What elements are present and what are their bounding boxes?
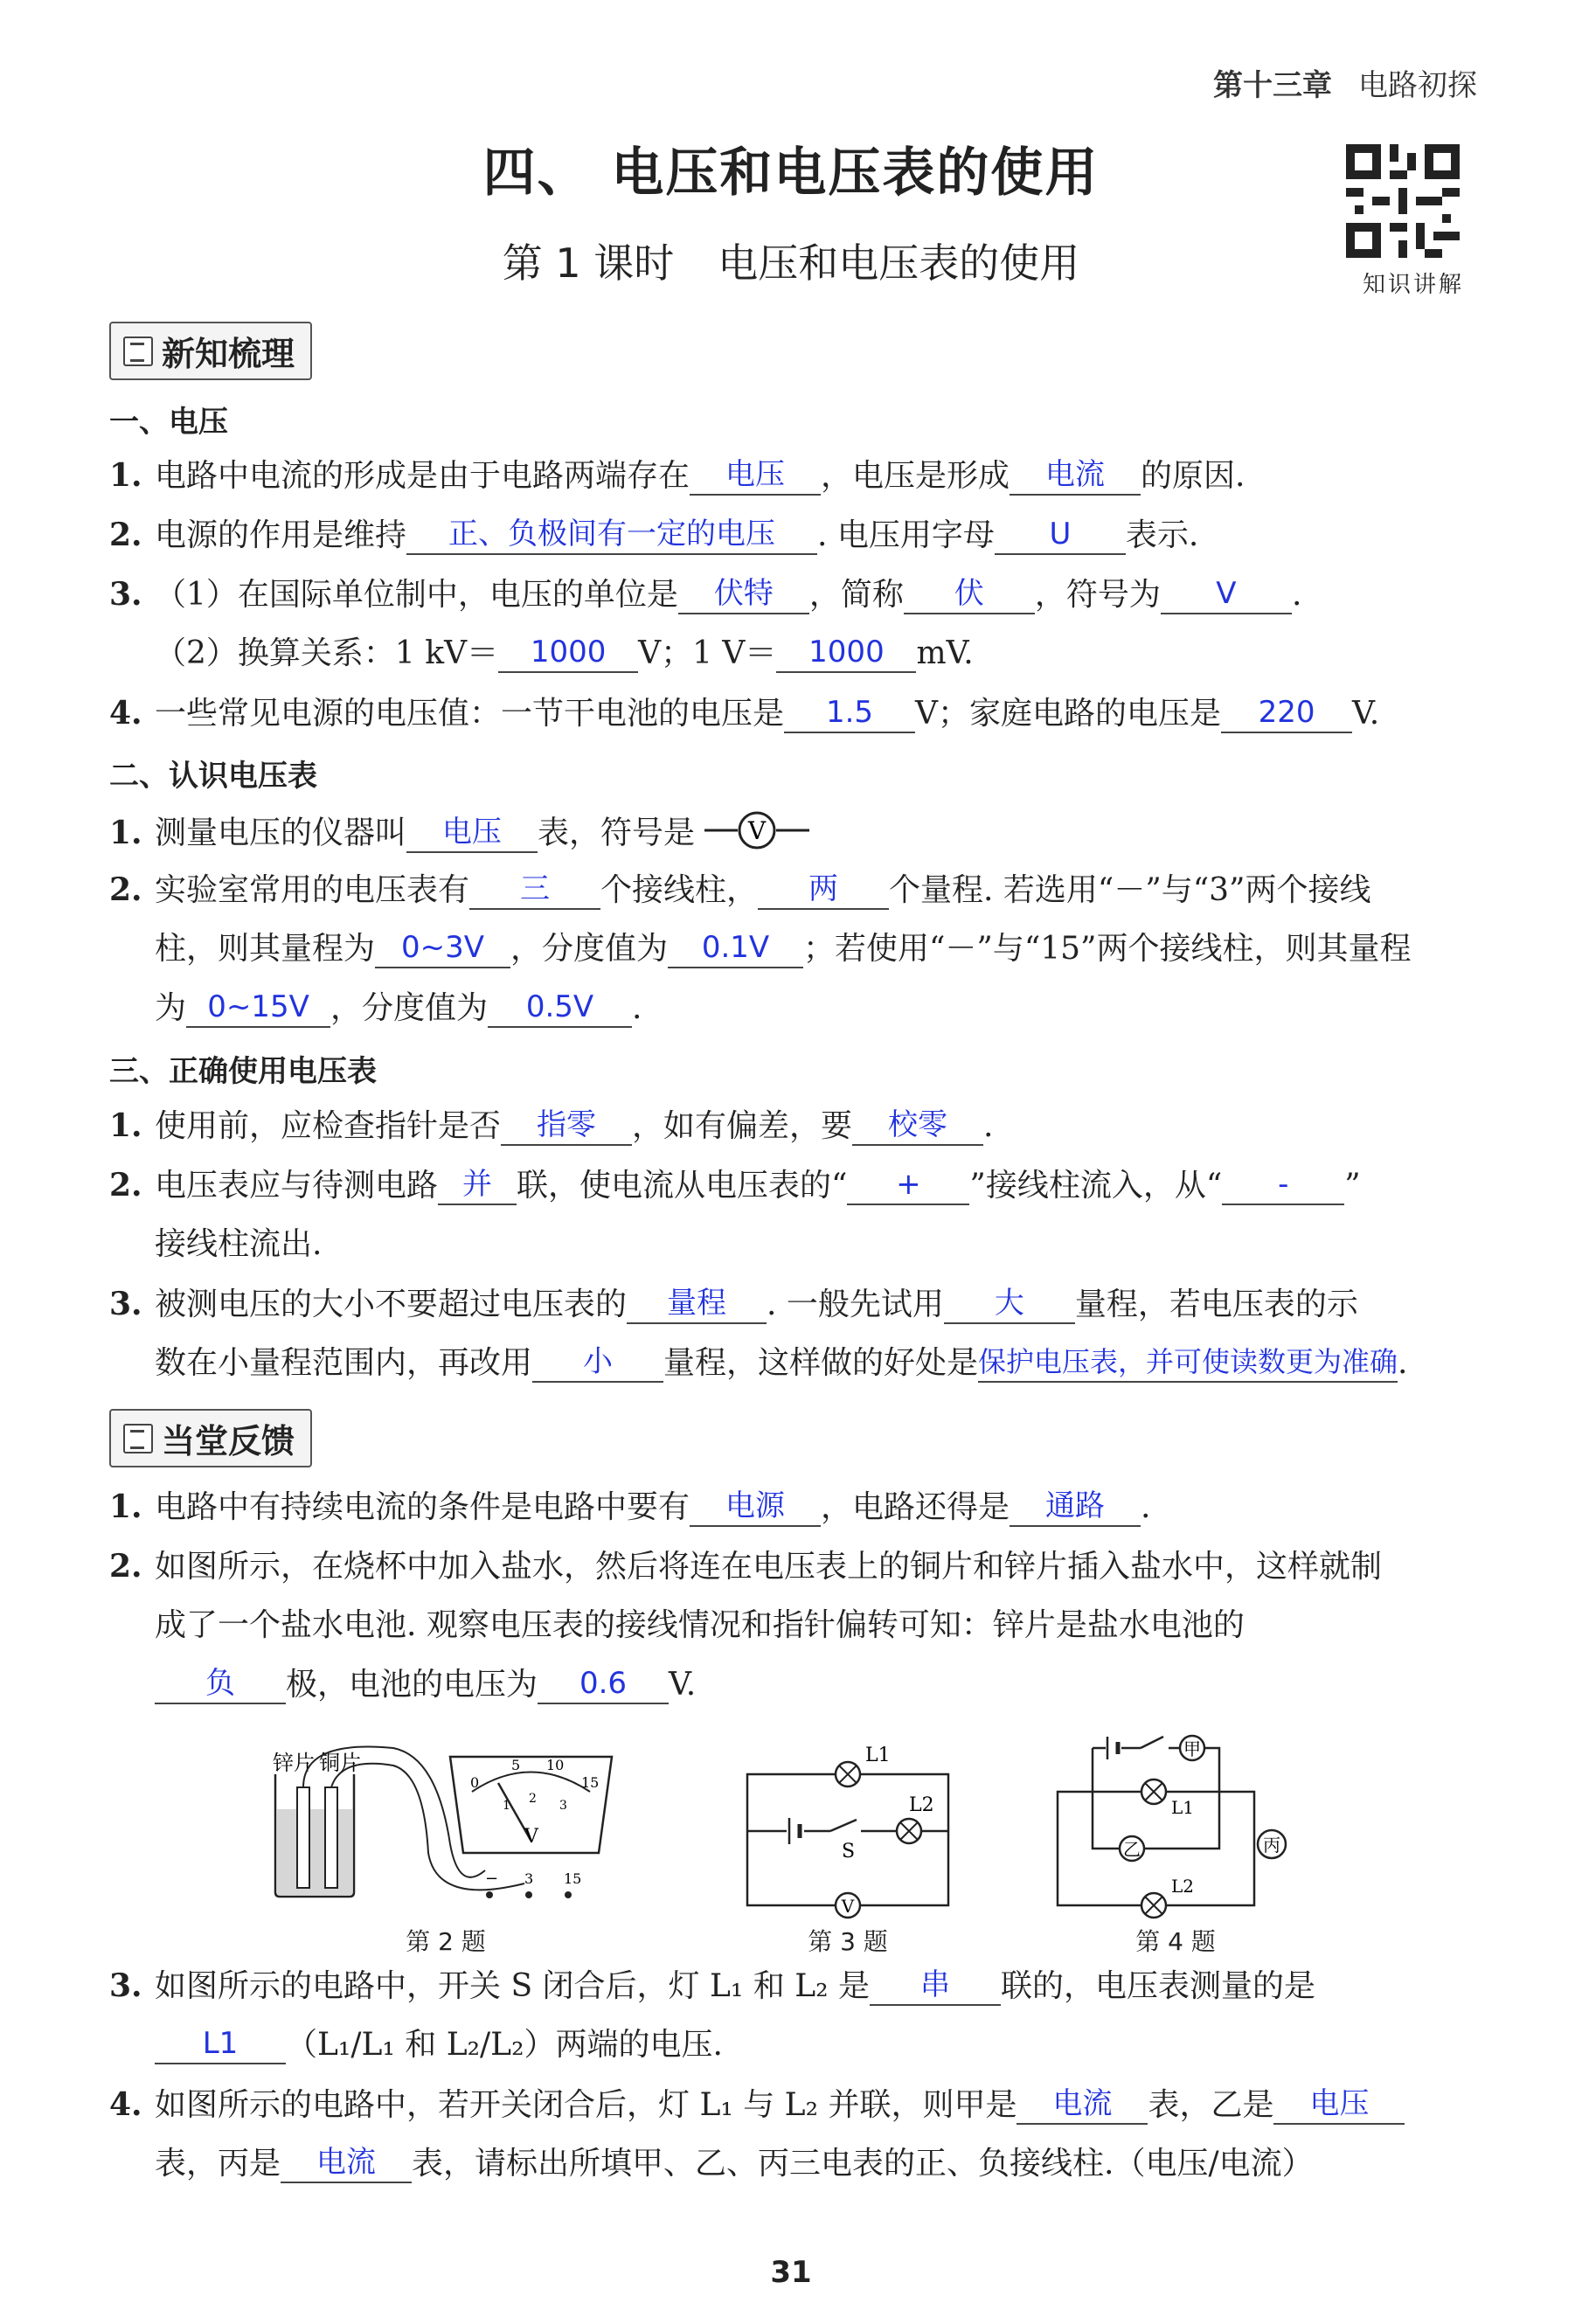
lamp-L2-label: L2 xyxy=(909,1794,934,1816)
answer-blank[interactable]: U xyxy=(995,515,1126,555)
question-number: 2. xyxy=(109,871,142,908)
question-text: 实验室常用的电压表有 xyxy=(155,872,470,908)
voltmeter-V-label: V xyxy=(841,1896,855,1917)
answer-blank[interactable]: 校零 xyxy=(852,1106,983,1146)
meter-yi-label: 乙 xyxy=(1123,1839,1141,1860)
answer-blank[interactable]: 正、负极间有一定的电压 xyxy=(406,515,817,555)
scale-15: 15 xyxy=(581,1774,600,1791)
question-text: 电源的作用是维持 xyxy=(155,517,407,553)
answer-blank[interactable]: 保护电压表，并可使读数更为准确 xyxy=(978,1342,1398,1383)
pencil-note-icon xyxy=(123,1424,153,1453)
part3-q1 xyxy=(109,1107,993,1148)
lesson-number: 第 1 课时 xyxy=(502,239,675,287)
figure-2-caption: 第 2 题 xyxy=(406,1927,486,1956)
question-text: . xyxy=(1398,1345,1408,1381)
question-text: . xyxy=(1141,1489,1151,1525)
answer-blank[interactable]: + xyxy=(847,1165,969,1205)
page-number: 31 xyxy=(770,2255,812,2290)
question-number: 2. xyxy=(109,1548,142,1585)
feedback-q2c xyxy=(109,1666,696,1706)
answer-blank[interactable]: 0.1V xyxy=(668,928,803,968)
question-number: 3. xyxy=(109,1967,142,2004)
terminal-minus: − xyxy=(485,1870,499,1888)
question-text: ，符号为 xyxy=(1034,577,1161,613)
part3-q3 xyxy=(109,1285,1358,1326)
question-number: 2. xyxy=(109,517,142,553)
zinc-label: 锌片 xyxy=(273,1751,315,1775)
inner-scale-3: 3 xyxy=(559,1799,567,1813)
question-text: ，电路还得是 xyxy=(821,1489,1010,1525)
book-icon xyxy=(123,336,153,366)
answer-blank[interactable]: V xyxy=(1161,574,1292,614)
part1-q3b xyxy=(109,635,974,675)
answer-blank[interactable]: 通路 xyxy=(1010,1487,1141,1527)
answer-blank[interactable]: 小 xyxy=(532,1342,663,1383)
question-text: . xyxy=(983,1108,994,1144)
figure-3-caption: 第 3 题 xyxy=(808,1927,888,1956)
lamp4-L1-label: L1 xyxy=(1171,1797,1195,1818)
section-label: 当堂反馈 xyxy=(162,1422,295,1460)
chapter-label: 第十三章 xyxy=(1213,68,1332,103)
answer-blank[interactable]: 电源 xyxy=(690,1487,821,1527)
section-label: 新知梳理 xyxy=(162,335,295,373)
question-number: 4. xyxy=(109,695,142,732)
question-number: 1. xyxy=(109,814,142,851)
question-text: ，分度值为 xyxy=(510,931,669,967)
figure-3 xyxy=(739,1739,957,1958)
part2-q2b xyxy=(109,930,1411,970)
question-text: 电压表应与待测电路 xyxy=(155,1168,439,1204)
question-text: ，简称 xyxy=(808,577,904,613)
feedback-q3b xyxy=(109,2026,723,2066)
copper-label: 铜片 xyxy=(319,1751,361,1775)
answer-blank[interactable]: 1000 xyxy=(498,633,638,673)
question-text: ” xyxy=(1344,1168,1361,1204)
question-text: 如图所示的电路中，若开关闭合后，灯 L₁ 与 L₂ 并联，则甲是 xyxy=(155,2087,1017,2123)
question-text: 联的，电压表测量的是 xyxy=(1001,1968,1316,2004)
question-number: 4. xyxy=(109,2086,142,2123)
answer-blank[interactable]: L1 xyxy=(155,2024,286,2064)
scale-0: 0 xyxy=(470,1774,480,1791)
lamp-L1-label: L1 xyxy=(865,1745,891,1766)
question-text: （1）在国际单位制中，电压的单位是 xyxy=(155,577,678,613)
question-text: ”接线柱流入，从“ xyxy=(969,1168,1223,1204)
section-feedback xyxy=(109,1409,312,1467)
answer-blank[interactable]: 0~3V xyxy=(375,928,510,968)
question-text: ，如有偏差，要 xyxy=(632,1108,853,1144)
question-text: 的原因. xyxy=(1141,458,1245,494)
question-text: . xyxy=(632,990,642,1026)
inner-scale-1: 1 xyxy=(503,1799,510,1813)
question-number: 1. xyxy=(109,457,142,494)
part1-heading: 一、电压 xyxy=(109,405,228,440)
question-text: 成了一个盐水电池. 观察电压表的接线情况和指针偏转可知：锌片是盐水电池的 xyxy=(155,1607,1245,1643)
part1-q2 xyxy=(109,516,1198,557)
feedback-q2 xyxy=(109,1547,1382,1586)
part3-q3b xyxy=(109,1344,1407,1384)
question-text: . 电压用字母 xyxy=(817,517,995,553)
question-text: 为 xyxy=(155,990,187,1026)
question-text: 表，符号是 xyxy=(538,815,696,851)
question-text: 电路中电流的形成是由于电路两端存在 xyxy=(155,458,690,494)
answer-blank[interactable]: 1000 xyxy=(776,633,916,673)
meter-bing-label: 丙 xyxy=(1263,1835,1280,1856)
answer-blank[interactable]: 电压 xyxy=(690,455,821,496)
lesson-subtitle xyxy=(0,232,1582,289)
scale-5: 5 xyxy=(511,1757,521,1773)
section-new-knowledge xyxy=(109,322,312,380)
answer-blank[interactable]: - xyxy=(1222,1165,1344,1205)
figure-2 xyxy=(262,1739,629,1958)
part1-q1 xyxy=(109,456,1245,497)
chapter-topic: 电路初探 xyxy=(1358,68,1477,103)
question-text: （L₁/L₁ 和 L₂/L₂）两端的电压. xyxy=(286,2027,723,2063)
answer-blank[interactable]: 伏特 xyxy=(678,574,809,614)
question-text: 量程，这样做的好处是 xyxy=(663,1345,979,1381)
question-text: ；若使用“－”与“15”两个接线柱，则其量程 xyxy=(803,931,1412,967)
answer-blank[interactable]: 1.5 xyxy=(784,693,915,733)
voltmeter-symbol-icon xyxy=(704,811,809,859)
figure-4 xyxy=(1044,1726,1307,1958)
question-text: V；1 V＝ xyxy=(638,635,777,671)
part2-q2 xyxy=(109,871,1370,912)
question-number: 2. xyxy=(109,1167,142,1204)
question-text: mV. xyxy=(916,635,974,671)
question-text: 使用前，应检查指针是否 xyxy=(155,1108,502,1144)
question-text: 测量电压的仪器叫 xyxy=(155,815,407,851)
question-text: . xyxy=(1291,577,1302,613)
question-text: V；家庭电路的电压是 xyxy=(915,696,1222,732)
lamp4-L2-label: L2 xyxy=(1171,1876,1195,1897)
question-text: 数在小量程范围内，再改用 xyxy=(155,1345,533,1381)
part1-q3 xyxy=(109,575,1301,616)
question-text: . 一般先试用 xyxy=(767,1287,944,1322)
question-text: 表，丙是 xyxy=(155,2146,281,2182)
answer-blank[interactable]: 负 xyxy=(155,1664,286,1704)
question-text: 个接线柱， xyxy=(600,872,759,908)
answer-blank[interactable]: 串 xyxy=(870,1966,1001,2006)
part3-q2 xyxy=(109,1166,1361,1207)
question-text: 接线柱流出. xyxy=(155,1226,323,1262)
question-text: ，分度值为 xyxy=(330,990,489,1026)
question-text: ，电压是形成 xyxy=(821,458,1010,494)
part1-q4 xyxy=(109,694,1379,735)
answer-blank[interactable]: 指零 xyxy=(501,1106,632,1146)
lesson-name: 电压和电压表的使用 xyxy=(718,239,1080,287)
answer-blank[interactable]: 0.5V xyxy=(488,988,632,1028)
meter-unit: V xyxy=(524,1826,538,1848)
feedback-q1 xyxy=(109,1488,1150,1529)
question-text: 量程，若电压表的示 xyxy=(1074,1287,1358,1322)
terminal-3: 3 xyxy=(524,1870,534,1887)
answer-blank[interactable]: 0.6 xyxy=(538,1664,669,1704)
answer-blank[interactable]: 两 xyxy=(758,870,889,910)
answer-blank[interactable]: 220 xyxy=(1221,693,1352,733)
feedback-q3 xyxy=(109,1967,1315,2008)
answer-blank[interactable]: 电流 xyxy=(1010,455,1141,496)
question-number: 1. xyxy=(109,1107,142,1144)
question-text: 极，电池的电压为 xyxy=(286,1667,538,1703)
question-number: 3. xyxy=(109,576,142,613)
part2-q2c xyxy=(109,989,642,1030)
voltmeter-symbol-letter: V xyxy=(748,816,767,845)
answer-blank[interactable]: 电压 xyxy=(406,813,538,853)
answer-blank[interactable]: 电流 xyxy=(281,2143,412,2183)
qr-caption: 知识讲解 xyxy=(1362,272,1464,298)
question-text: 被测电压的大小不要超过电压表的 xyxy=(155,1287,628,1322)
part2-heading: 二、认识电压表 xyxy=(109,759,317,794)
page-title: 四、 电压和电压表的使用 xyxy=(482,142,1100,204)
question-text: （2）换算关系：1 kV＝ xyxy=(155,635,499,671)
question-number: 3. xyxy=(109,1286,142,1322)
part3-heading: 三、正确使用电压表 xyxy=(109,1054,377,1089)
question-text: 表示. xyxy=(1125,517,1199,553)
answer-blank[interactable]: 电流 xyxy=(1017,2085,1148,2125)
answer-blank[interactable]: 伏 xyxy=(904,574,1035,614)
inner-scale-2: 2 xyxy=(529,1792,537,1806)
answer-blank[interactable]: 并 xyxy=(438,1165,517,1205)
question-text: V. xyxy=(1352,696,1380,732)
question-text: 如图所示，在烧杯中加入盐水，然后将连在电压表上的铜片和锌片插入盐水中，这样就制 xyxy=(155,1549,1383,1585)
switch-S-label: S xyxy=(842,1841,856,1863)
question-number: 1. xyxy=(109,1488,142,1525)
question-text: 表，请标出所填甲、乙、丙三电表的正、负接线柱.（电压/电流） xyxy=(412,2146,1314,2182)
feedback-q2b xyxy=(109,1606,1245,1645)
part2-q1 xyxy=(109,811,809,859)
answer-blank[interactable]: 三 xyxy=(469,870,600,910)
question-text: 柱，则其量程为 xyxy=(155,931,376,967)
question-text: 如图所示的电路中，开关 S 闭合后，灯 L₁ 和 L₂ 是 xyxy=(155,1968,870,2004)
question-text: 表，乙是 xyxy=(1148,2087,1274,2123)
terminal-15: 15 xyxy=(564,1870,582,1887)
question-text: 联，使电流从电压表的“ xyxy=(517,1168,848,1204)
question-text: 电路中有持续电流的条件是电路中要有 xyxy=(155,1489,690,1525)
answer-blank[interactable]: 大 xyxy=(944,1284,1075,1324)
qr-code-icon[interactable] xyxy=(1346,144,1460,258)
chapter-header xyxy=(1213,61,1477,104)
question-text: 个量程. 若选用“－”与“3”两个接线 xyxy=(889,872,1371,908)
question-text: V. xyxy=(669,1667,697,1703)
feedback-q4b xyxy=(109,2145,1314,2185)
answer-blank[interactable]: 0~15V xyxy=(186,988,330,1028)
scale-10: 10 xyxy=(546,1757,565,1773)
question-text: 一些常见电源的电压值：一节干电池的电压是 xyxy=(155,696,785,732)
part3-q2b xyxy=(109,1225,322,1264)
feedback-q4 xyxy=(109,2085,1405,2126)
meter-jia-label: 甲 xyxy=(1183,1738,1201,1759)
answer-blank[interactable]: 量程 xyxy=(627,1284,767,1324)
answer-blank[interactable]: 电压 xyxy=(1273,2085,1405,2125)
figure-4-caption: 第 4 题 xyxy=(1135,1927,1216,1956)
